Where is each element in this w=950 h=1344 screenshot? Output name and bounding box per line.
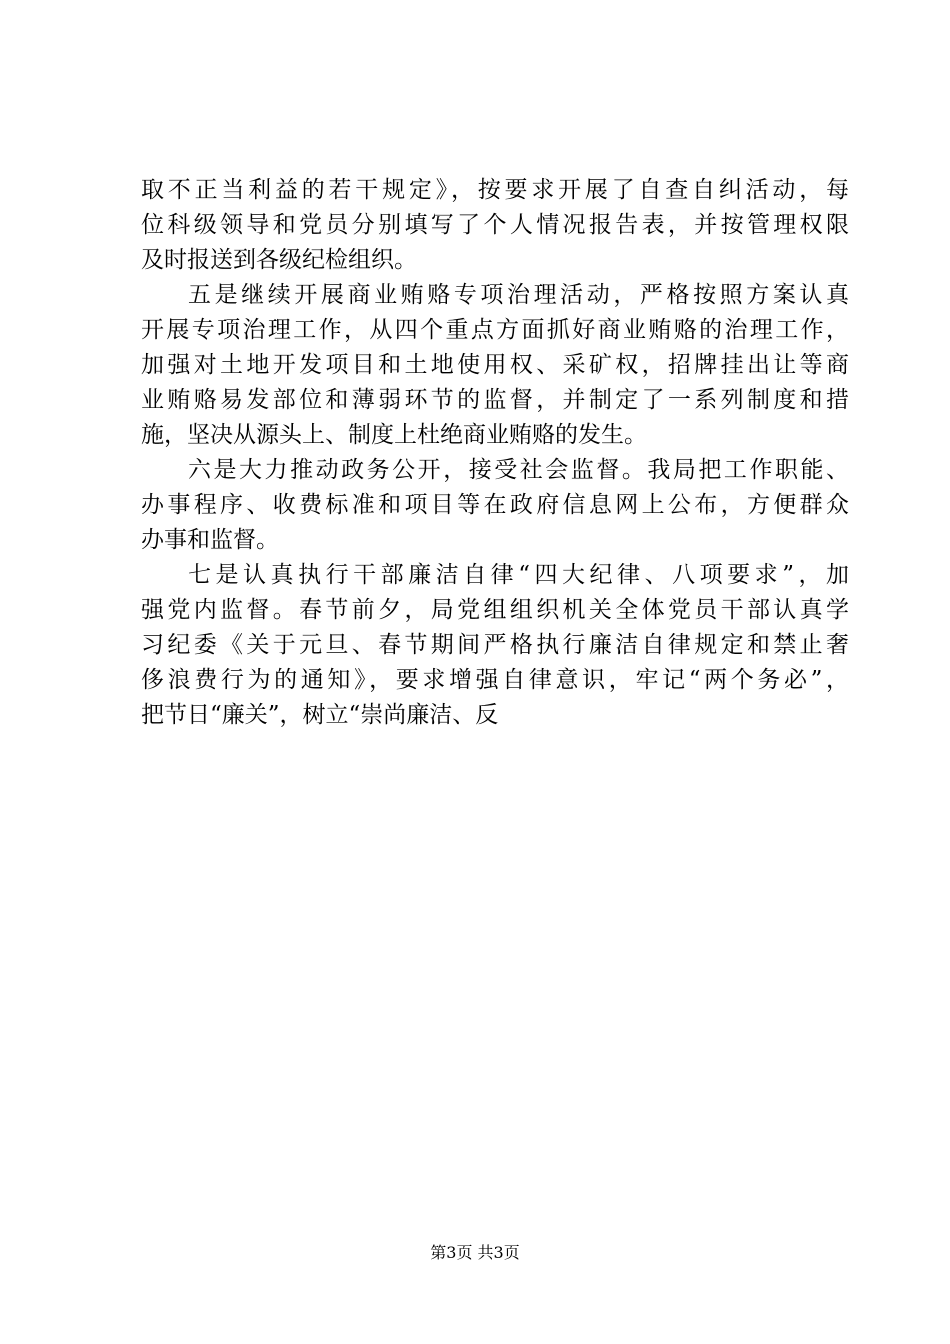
page-footer — [0, 1243, 950, 1263]
document-body — [141, 173, 849, 733]
text-line: 及时报送到各级纪检组织。 — [141, 247, 417, 273]
text-line: 办事程序、收费标准和项目等在政府信息网上公布，方便群众 — [141, 492, 849, 518]
text-line: 位科级领导和党员分别填写了个人情况报告表，并按管理权限 — [141, 212, 849, 238]
paragraph-first-line: 五是继续开展商业贿赂专项治理活动，严格按照方案认真 — [188, 282, 849, 308]
text-line: 业贿赂易发部位和薄弱环节的监督，并制定了一系列制度和措 — [141, 387, 849, 413]
text-line: 侈浪费行为的通知》，要求增强自律意识，牢记“两个务必”， — [141, 667, 849, 693]
text-line: 把节日“廉关”，树立“崇尚廉洁、反 — [141, 702, 499, 728]
text-line: 办事和监督。 — [141, 527, 279, 553]
page-number-label: 第3页 共3页 — [430, 1243, 520, 1262]
text-line: 开展专项治理工作，从四个重点方面抓好商业贿赂的治理工作， — [141, 317, 849, 343]
text-line: 施，坚决从源头上、制度上杜绝商业贿赂的发生。 — [141, 422, 647, 448]
text-line: 强党内监督。春节前夕，局党组组织机关全体党员干部认真学 — [141, 597, 849, 623]
text-line: 加强对土地开发项目和土地使用权、采矿权，招牌挂出让等商 — [141, 352, 849, 378]
text-line: 习纪委《关于元旦、春节期间严格执行廉洁自律规定和禁止奢 — [141, 632, 849, 658]
paragraph-first-line: 七是认真执行干部廉洁自律“四大纪律、八项要求”，加 — [188, 562, 849, 588]
paragraph-first-line: 六是大力推动政务公开，接受社会监督。我局把工作职能、 — [188, 457, 849, 483]
text-line: 取不正当利益的若干规定》，按要求开展了自查自纠活动，每 — [141, 177, 849, 203]
